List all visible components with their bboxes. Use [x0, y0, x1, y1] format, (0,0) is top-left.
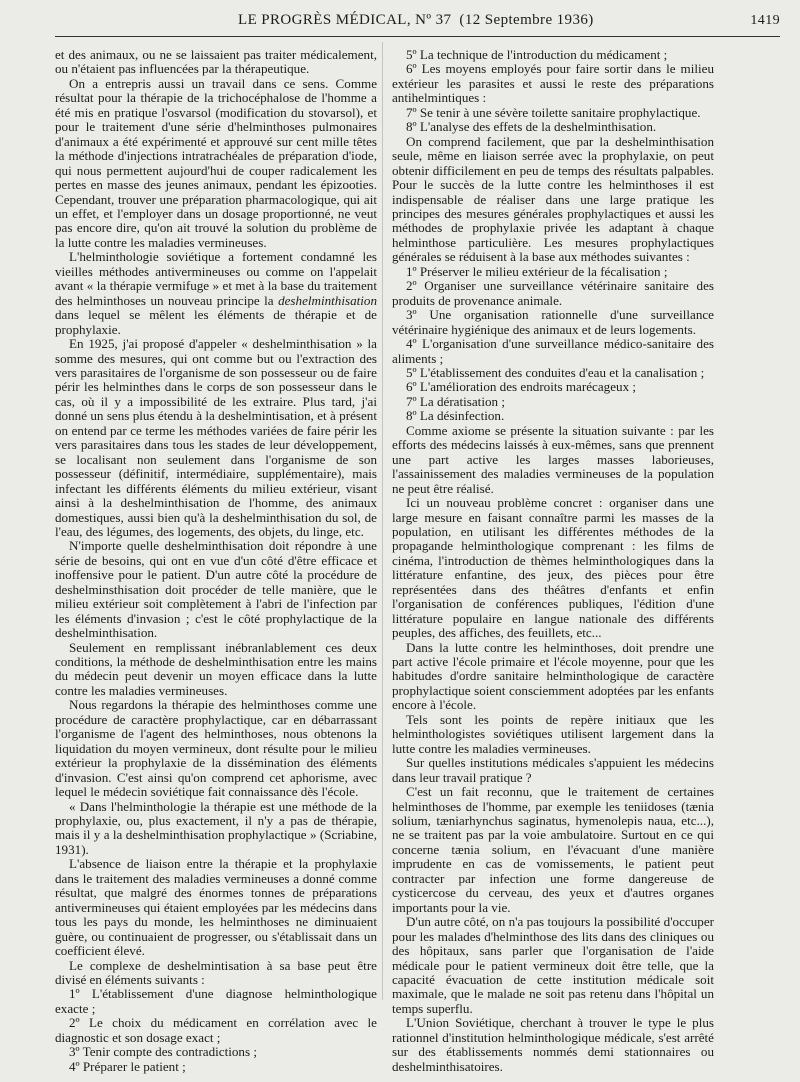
paragraph: Seulement en remplissant inébranlablement ces deux conditions, la méthode de deshelminthisation entre les mains du médecin peut devenir un moyen efficace dans la lutte contre les maladies vermineuses. — [55, 639, 377, 698]
paragraph: N'importe quelle deshelminthisation doit répondre à une série de besoins, qui ont en vue d'un côté d'être efficace et inoffensive pour le patient. D'un autre côté la procédure de deshelminsthisation doit procéder de telle manière, que le milieu extérieur soit complètement à l'abri de l'infection par les éléments d'invasion ; c'est le côté prophylactique de la deshelminthisation. — [55, 538, 377, 641]
paragraph — [55, 250, 377, 337]
paragraph-text: dans lequel se mêlent les éléments de thérapie et de prophylaxie. — [55, 307, 377, 337]
paragraph: Le complexe de deshelmintisation à sa base peut être divisé en éléments suivants : — [55, 957, 377, 987]
journal-title: LE PROGRÈS MÉDICAL, Nº 37 — [238, 12, 452, 28]
paragraph: L'Union Soviétique, cherchant à trouver le type le plus rationnel d'institution helminthologique médicale, s'est arrêté sur des établissements nommés demi stationnaires ou deshelminthisatoires. — [392, 1015, 714, 1074]
paragraph: Sur quelles institutions médicales s'appuient les médecins dans leur travail pratique ? — [392, 755, 714, 785]
list-item: 7º La dératisation ; — [406, 393, 505, 409]
right-column — [392, 48, 714, 1074]
paragraph: Tels sont les points de repère initiaux que les helminthologistes soviétiques utilisent largement dans la lutte contre les maladies vermineuses. — [392, 711, 714, 756]
list-item: 4º Préparer le patient ; — [69, 1058, 186, 1074]
paragraph: On a entrepris aussi un travail dans ce sens. Comme résultat pour la thérapie de la trichocéphalose de l'homme a été mis en pratique l'osvarsol (modification du stovarsol), et pour le traitement d'une série d'helminthoses pulmonaires d'animaux a été expérimenté et approuvé sur cent mille têtes la méthode d'injections intratrachéales de préparation d'iode, qui nous permettent aujourd'hui de couper radicalement les pertes en masse des jeunes animaux, pendant les épizooties. Cependant, trouver une préparation pharmacologique, qui ait un effet, et l'employer dans un dosage proportionné, ne veut pas encore dire, qu'on ait trouvé la solution du problème de la lutte contre les maladies vermineuses. — [55, 75, 377, 250]
paragraph: Dans la lutte contre les helminthoses, doit prendre une part active l'école primaire et l'école moyenne, pour que les habitudes d'ordre sanitaire helminthologique de caractère prophylactique soient consciemment adoptées par les enfants encore à l'école. — [392, 639, 714, 713]
paragraph: Ici un nouveau problème concret : organiser dans une large mesure en faisant connaître parmi les masses de la population, en utilisant les différentes méthodes de la propagande helminthologique comprenant : les films de cinéma, l'introduction de thèmes helminthologiques dans la littérature enfantine, des jeux, des pièces pour être représentées dans des théâtres d'enfants et enfin l'organisation de conférences publiques, l'édition d'une littérature populaire en langue nationale des différents peuples, des affiches, des feuillets, etc... — [392, 495, 714, 641]
list-item: 2º Le choix du médicament en corrélation avec le diagnostic et son dosage exact ; — [55, 1015, 377, 1045]
emphasis-term: deshelminthisation — [278, 292, 377, 308]
paragraph: D'un autre côté, on n'a pas toujours la possibilité d'occuper pour les malades d'helminthose des lits dans des cliniques ou des hôpitaux, sans parler que l'organisation de l'aide médicale pour le patient vermineux doit être telle, que la capacité évacuation de cette institution médicale soit maximale, que le malade ne soit pas retenu dans l'hôpital un temps superflu. — [392, 914, 714, 1016]
header-rule — [55, 36, 780, 37]
list-item: 4º L'organisation d'une surveillance médico-sanitaire des aliments ; — [392, 336, 714, 366]
list-item: 5º La technique de l'introduction du médicament ; — [406, 47, 668, 62]
column-divider — [382, 42, 383, 1000]
list-item: 2º Organiser une surveillance vétérinaire sanitaire des produits de provenance animale. — [392, 278, 714, 308]
list-item: 8º La désinfection. — [406, 408, 505, 424]
paragraph: On comprend facilement, que par la deshelminthisation seule, même en liaison serrée avec la prophylaxie, on peut obtenir difficilement en peu de temps des résultats palpables. Pour le succès de la lutte contre les helminthoses il est indispensable de réaliser dans une large pratique les principes des mesures générales prophylactiques et aussi les méthodes de prophylaxie privée les adaptant à chaque helminthose particulière. Les mesures prophylactiques générales se réduisent à la base aux méthodes suivantes : — [392, 133, 714, 265]
paragraph: Nous regardons la thérapie des helminthoses comme une procédure de caractère prophylactique, car en débarrassant l'organisme de l'agent des helminthoses, nous obtenons la liquidation du moyen vermineux, dont résulte pour le milieu extérieur la prophylaxie de la dissémination des éléments d'invasion. C'est ainsi qu'on comprend cet aphorisme, avec lequel le médecin soviétique fait connaissance dès l'école. — [55, 697, 377, 800]
list-item: 3º Tenir compte des contradictions ; — [69, 1044, 257, 1060]
paragraph: L'absence de liaison entre la thérapie et la prophylaxie dans le traitement des maladies vermineuses a donné comme résultat, que malgré des énormes tonnes de préparations antivermineuses qui étaient employées par les médecins dans tous les pays du monde, les helminthoses ne diminuaient guère, ou continuaient de progresser, ou s'établissait dans un coefficient élevé. — [55, 856, 377, 959]
paragraph: En 1925, j'ai proposé d'appeler « deshelminthisation » la somme des mesures, qui ont comme but ou l'extraction des vers parasitaires de l'organisme de son possesseur ou de faire périr les helminthes dans le corps de son possesseur dans le cas, où il y a impossibilité de les extraire. Plus tard, j'ai donné un sens plus étendu à la deshelmintisation, et à présent on entend par ce terme les méthodes variées de faire périr les vers parasitaires dans tous les stades de leur développement, se localisant non seulement dans l'organisme de son possesseur (définitif, intermédiaire, supplémentaire), mais infectant les différents éléments du milieu extérieur, visant ainsi à la deshelminthisation de l'homme, des animaux domestiques, aussi bien qu'à la deshelminthisation du sol, de l'eau, des légumes, des logements, des objets, du linge, etc. — [55, 336, 377, 539]
list-item: 6º Les moyens employés pour faire sortir dans le milieu extérieur les parasites et aussi le reste des préparations antihelmintiques : — [392, 61, 714, 106]
page-number: 1419 — [750, 13, 780, 28]
paragraph: et des animaux, ou ne se laissaient pas traiter médicalement, ou n'étaient pas influencées par la thérapeutique. — [55, 47, 377, 77]
list-item: 3º Une organisation rationnelle d'une surveillance vétérinaire hygiénique des animaux et de leurs logements. — [392, 307, 714, 337]
issue-date: (12 Septembre 1936) — [459, 12, 594, 28]
list-item: 1º L'établissement d'une diagnose helminthologique exacte ; — [55, 986, 377, 1016]
left-column — [55, 48, 377, 1074]
list-item: 1º Préserver le milieu extérieur de la fécalisation ; — [406, 263, 668, 279]
paragraph: « Dans l'helminthologie la thérapie est une méthode de la prophylaxie, ou, plus exactement, il n'y a pas de thérapie, mais il y a la deshelminthisation prophylactique » (Scriabine, 1931). — [55, 798, 377, 857]
paragraph: Comme axiome se présente la situation suivante : par les efforts des médecins laissés à eux-mêmes, sans que prennent une part active les larges masses laborieuses, l'assainissement des maladies vermineuses de la population ne peut être réalisé. — [392, 422, 714, 496]
list-item: 8º L'analyse des effets de la deshelminthisation. — [406, 119, 657, 135]
running-header — [60, 12, 780, 34]
paragraph: C'est un fait reconnu, que le traitement de certaines helminthoses de l'homme, par exemple les teniidoses (tænia solium, tæniarhynchus saginatus, hymenolepis naua, etc...), ne se traitent pas par la voie ambulatoire. Surtout en ce qui concerne tænia solium, en l'évacuant d'une manière imprudente en cas de vomissements, le patient peut contracter par infection une forme dangereuse de cysticercose du cerveau, des yeux et d'autres organes importants pour la vie. — [392, 784, 714, 915]
list-item: 5º L'établissement des conduites d'eau et la canalisation ; — [406, 364, 705, 380]
paragraph-text: L'helminthologie soviétique a fortement condamné les vieilles méthodes antivermineuses ou comme on l'appelait avant « la thérapie vermifuge » et met à la base du traitement des helminthoses un nouveau principe la — [55, 249, 377, 308]
list-item: 6º L'amélioration des endroits marécageux ; — [406, 379, 637, 395]
list-item: 7º Se tenir à une sévère toilette sanitaire prophylactique. — [406, 104, 701, 120]
